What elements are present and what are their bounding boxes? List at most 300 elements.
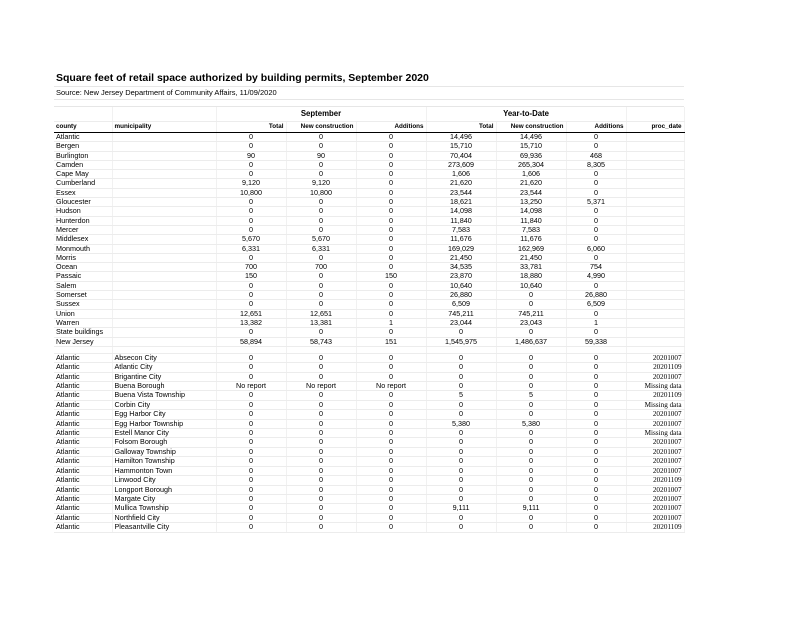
cell-ytd-new-construction: 0	[496, 328, 566, 337]
cell-sep-total: 0	[216, 253, 286, 262]
county-row	[54, 160, 684, 169]
cell-ytd-total: 23,870	[426, 272, 496, 281]
cell-municipality: Egg Harbor Township	[112, 419, 216, 428]
cell-county: Middlesex	[54, 235, 112, 244]
cell-municipality: Northfield City	[112, 513, 216, 522]
cell-ytd-new-construction: 69,936	[496, 151, 566, 160]
cell-sep-total: 0	[216, 133, 286, 142]
cell-county: Atlantic	[54, 447, 112, 456]
cell-ytd-total: 0	[426, 382, 496, 391]
cell-ytd-total: 9,111	[426, 504, 496, 513]
cell-proc-date: 20201007	[626, 447, 684, 456]
cell-sep-additions: 0	[356, 253, 426, 262]
cell-county: Hunterdon	[54, 216, 112, 225]
cell-proc-date: 20201007	[626, 457, 684, 466]
cell-proc-date	[626, 179, 684, 188]
cell-sep-new-construction: 13,381	[286, 318, 356, 327]
cell-ytd-total: 14,496	[426, 133, 496, 142]
cell-county: Sussex	[54, 300, 112, 309]
cell-sep-total: 150	[216, 272, 286, 281]
cell-ytd-additions: 0	[566, 438, 626, 447]
cell-ytd-total: 0	[426, 466, 496, 475]
cell-sep-additions: 0	[356, 207, 426, 216]
cell-sep-new-construction: 9,120	[286, 179, 356, 188]
cell-ytd-new-construction: 18,880	[496, 272, 566, 281]
municipality-row	[54, 523, 684, 532]
cell-ytd-total: 1,606	[426, 170, 496, 179]
cell-sep-total: 0	[216, 391, 286, 400]
cell-ytd-new-construction: 0	[496, 400, 566, 409]
cell-ytd-new-construction: 14,098	[496, 207, 566, 216]
cell-ytd-additions: 0	[566, 400, 626, 409]
cell-proc-date: Missing data	[626, 382, 684, 391]
cell-county: Atlantic	[54, 382, 112, 391]
cell-sep-additions: 0	[356, 170, 426, 179]
cell-sep-total: 0	[216, 494, 286, 503]
cell-proc-date: 20201007	[626, 372, 684, 381]
cell-ytd-total: 11,840	[426, 216, 496, 225]
col-header-ytd-total: Total	[426, 122, 496, 133]
cell-sep-total: 0	[216, 328, 286, 337]
cell-sep-additions: 0	[356, 216, 426, 225]
municipality-row	[54, 476, 684, 485]
county-row	[54, 291, 684, 300]
cell-county: Camden	[54, 160, 112, 169]
cell-ytd-new-construction: 15,710	[496, 142, 566, 151]
cell-municipality	[112, 207, 216, 216]
cell-sep-additions: 0	[356, 244, 426, 253]
cell-ytd-additions: 0	[566, 429, 626, 438]
cell-ytd-additions: 0	[566, 142, 626, 151]
cell-sep-total: 0	[216, 291, 286, 300]
cell-sep-total: 6,331	[216, 244, 286, 253]
municipality-row	[54, 372, 684, 381]
county-row	[54, 207, 684, 216]
cell-municipality: Margate City	[112, 494, 216, 503]
cell-sep-new-construction: 0	[286, 419, 356, 428]
cell-proc-date	[626, 272, 684, 281]
cell-ytd-total: 14,098	[426, 207, 496, 216]
county-row	[54, 253, 684, 262]
group-header-row	[54, 107, 684, 122]
cell-sep-new-construction: 0	[286, 476, 356, 485]
cell-ytd-additions: 1	[566, 318, 626, 327]
cell-sep-total: 0	[216, 142, 286, 151]
cell-municipality: Corbin City	[112, 400, 216, 409]
cell-sep-total: 0	[216, 170, 286, 179]
cell-county: Atlantic	[54, 476, 112, 485]
cell-proc-date	[626, 188, 684, 197]
county-row	[54, 235, 684, 244]
cell-ytd-total: 5	[426, 391, 496, 400]
cell-sep-additions: 0	[356, 328, 426, 337]
cell-ytd-new-construction: 0	[496, 438, 566, 447]
county-row	[54, 244, 684, 253]
municipality-row	[54, 447, 684, 456]
cell-sep-new-construction: 0	[286, 253, 356, 262]
cell-sep-total: 0	[216, 207, 286, 216]
cell-municipality: Linwood City	[112, 476, 216, 485]
cell-ytd-total: 1,545,975	[426, 337, 496, 346]
municipality-row	[54, 504, 684, 513]
cell-sep-new-construction: 6,331	[286, 244, 356, 253]
cell-county: Passaic	[54, 272, 112, 281]
cell-municipality: Pleasantville City	[112, 523, 216, 532]
cell-ytd-total: 0	[426, 476, 496, 485]
cell-sep-additions: 0	[356, 400, 426, 409]
cell-ytd-new-construction: 0	[496, 447, 566, 456]
cell-municipality	[112, 142, 216, 151]
cell-sep-additions: 0	[356, 485, 426, 494]
spacer-row	[54, 346, 684, 353]
cell-sep-additions: 0	[356, 363, 426, 372]
cell-sep-total: 0	[216, 485, 286, 494]
cell-sep-total: 0	[216, 363, 286, 372]
cell-municipality	[112, 133, 216, 142]
cell-proc-date: 20201109	[626, 391, 684, 400]
cell-ytd-new-construction: 0	[496, 466, 566, 475]
municipality-row	[54, 485, 684, 494]
cell-ytd-new-construction: 0	[496, 457, 566, 466]
cell-ytd-new-construction: 0	[496, 363, 566, 372]
cell-ytd-additions: 0	[566, 309, 626, 318]
cell-sep-new-construction: 0	[286, 494, 356, 503]
county-row	[54, 309, 684, 318]
cell-ytd-total: 10,640	[426, 281, 496, 290]
municipality-row	[54, 494, 684, 503]
cell-sep-total: 0	[216, 476, 286, 485]
cell-sep-new-construction: 0	[286, 170, 356, 179]
cell-proc-date	[626, 253, 684, 262]
cell-ytd-additions: 754	[566, 263, 626, 272]
cell-proc-date: 20201007	[626, 494, 684, 503]
cell-county: Essex	[54, 188, 112, 197]
cell-ytd-additions: 0	[566, 207, 626, 216]
cell-ytd-new-construction: 11,676	[496, 235, 566, 244]
cell-ytd-new-construction: 162,969	[496, 244, 566, 253]
cell-sep-new-construction: 0	[286, 363, 356, 372]
cell-ytd-new-construction: 0	[496, 372, 566, 381]
cell-proc-date	[626, 133, 684, 142]
cell-sep-total: 0	[216, 353, 286, 362]
cell-municipality	[112, 244, 216, 253]
cell-ytd-new-construction: 0	[496, 485, 566, 494]
cell-ytd-total: 0	[426, 513, 496, 522]
cell-ytd-total: 15,710	[426, 142, 496, 151]
county-row	[54, 179, 684, 188]
cell-ytd-new-construction: 0	[496, 429, 566, 438]
cell-proc-date: 20201007	[626, 410, 684, 419]
cell-municipality: Longport Borough	[112, 485, 216, 494]
cell-municipality: Estell Manor City	[112, 429, 216, 438]
cell-county: Atlantic	[54, 391, 112, 400]
report-title: Square feet of retail space authorized by building permits, September 2020	[54, 70, 684, 87]
cell-sep-additions: 0	[356, 198, 426, 207]
cell-sep-additions: 0	[356, 235, 426, 244]
cell-municipality: Brigantine City	[112, 372, 216, 381]
cell-ytd-additions: 0	[566, 363, 626, 372]
cell-ytd-total: 0	[426, 363, 496, 372]
cell-proc-date: 20201007	[626, 485, 684, 494]
cell-sep-additions: 0	[356, 309, 426, 318]
cell-sep-additions: 0	[356, 300, 426, 309]
col-header-sep-additions: Additions	[356, 122, 426, 133]
cell-proc-date	[626, 337, 684, 346]
cell-ytd-new-construction: 0	[496, 476, 566, 485]
cell-sep-additions: 0	[356, 225, 426, 234]
cell-sep-additions: 0	[356, 263, 426, 272]
cell-ytd-total: 0	[426, 457, 496, 466]
september-group-header: September	[216, 107, 426, 122]
cell-sep-new-construction: 0	[286, 391, 356, 400]
cell-proc-date	[626, 281, 684, 290]
municipality-row	[54, 419, 684, 428]
cell-municipality	[112, 188, 216, 197]
cell-sep-new-construction: 700	[286, 263, 356, 272]
cell-sep-additions: 0	[356, 504, 426, 513]
cell-ytd-new-construction: 0	[496, 410, 566, 419]
cell-municipality: Galloway Township	[112, 447, 216, 456]
cell-ytd-new-construction: 33,781	[496, 263, 566, 272]
cell-municipality: Buena Vista Township	[112, 391, 216, 400]
cell-proc-date	[626, 318, 684, 327]
cell-county: Atlantic	[54, 485, 112, 494]
cell-proc-date	[626, 207, 684, 216]
cell-ytd-new-construction: 1,486,637	[496, 337, 566, 346]
cell-ytd-new-construction: 1,606	[496, 170, 566, 179]
cell-county: Mercer	[54, 225, 112, 234]
county-row	[54, 272, 684, 281]
cell-ytd-total: 0	[426, 447, 496, 456]
cell-proc-date	[626, 235, 684, 244]
cell-municipality: Hammonton Town	[112, 466, 216, 475]
cell-county: Union	[54, 309, 112, 318]
cell-ytd-total: 70,404	[426, 151, 496, 160]
cell-sep-additions: 0	[356, 179, 426, 188]
cell-sep-new-construction: 0	[286, 372, 356, 381]
cell-ytd-new-construction: 23,043	[496, 318, 566, 327]
cell-sep-additions: 0	[356, 429, 426, 438]
col-header-ytd-additions: Additions	[566, 122, 626, 133]
cell-sep-new-construction: No report	[286, 382, 356, 391]
cell-proc-date	[626, 263, 684, 272]
cell-municipality: Egg Harbor City	[112, 410, 216, 419]
cell-ytd-additions: 6,509	[566, 300, 626, 309]
cell-sep-additions: 0	[356, 513, 426, 522]
cell-ytd-total: 11,676	[426, 235, 496, 244]
cell-ytd-total: 6,509	[426, 300, 496, 309]
cell-sep-new-construction: 0	[286, 429, 356, 438]
cell-ytd-additions: 0	[566, 513, 626, 522]
cell-county: Somerset	[54, 291, 112, 300]
cell-proc-date: 20201007	[626, 513, 684, 522]
cell-ytd-total: 0	[426, 328, 496, 337]
cell-sep-total: 0	[216, 466, 286, 475]
cell-proc-date: 20201007	[626, 419, 684, 428]
cell-ytd-new-construction: 0	[496, 513, 566, 522]
cell-ytd-total: 169,029	[426, 244, 496, 253]
cell-county: Atlantic	[54, 353, 112, 362]
blank-row	[54, 100, 684, 107]
source-line: Source: New Jersey Department of Community Affairs, 11/09/2020	[54, 87, 684, 100]
cell-municipality	[112, 281, 216, 290]
cell-sep-additions: 0	[356, 133, 426, 142]
county-row	[54, 328, 684, 337]
cell-county: Hudson	[54, 207, 112, 216]
cell-ytd-additions: 26,880	[566, 291, 626, 300]
cell-sep-total: 12,651	[216, 309, 286, 318]
cell-county: Atlantic	[54, 419, 112, 428]
cell-ytd-additions: 0	[566, 133, 626, 142]
cell-ytd-new-construction: 21,450	[496, 253, 566, 262]
cell-ytd-total: 0	[426, 494, 496, 503]
cell-county: Cape May	[54, 170, 112, 179]
cell-ytd-total: 0	[426, 400, 496, 409]
cell-ytd-additions: 0	[566, 170, 626, 179]
cell-ytd-additions: 0	[566, 504, 626, 513]
cell-proc-date	[626, 291, 684, 300]
cell-ytd-additions: 0	[566, 225, 626, 234]
cell-sep-additions: 0	[356, 494, 426, 503]
cell-sep-additions: 0	[356, 353, 426, 362]
cell-ytd-additions: 0	[566, 382, 626, 391]
municipality-row	[54, 438, 684, 447]
cell-ytd-additions: 5,371	[566, 198, 626, 207]
municipality-row	[54, 466, 684, 475]
cell-proc-date	[626, 142, 684, 151]
cell-sep-additions: 0	[356, 372, 426, 381]
municipality-row	[54, 457, 684, 466]
cell-ytd-additions: 4,990	[566, 272, 626, 281]
cell-ytd-total: 5,380	[426, 419, 496, 428]
cell-sep-new-construction: 0	[286, 291, 356, 300]
cell-municipality	[112, 291, 216, 300]
cell-ytd-additions: 0	[566, 391, 626, 400]
cell-sep-new-construction: 0	[286, 485, 356, 494]
cell-proc-date: 20201007	[626, 438, 684, 447]
cell-municipality	[112, 160, 216, 169]
cell-sep-new-construction: 58,743	[286, 337, 356, 346]
cell-sep-new-construction: 0	[286, 198, 356, 207]
cell-sep-total: 0	[216, 438, 286, 447]
cell-county: Morris	[54, 253, 112, 262]
cell-sep-total: 5,670	[216, 235, 286, 244]
cell-county: Warren	[54, 318, 112, 327]
cell-sep-total: 0	[216, 429, 286, 438]
cell-county: Atlantic	[54, 133, 112, 142]
county-row	[54, 170, 684, 179]
cell-sep-additions: 0	[356, 142, 426, 151]
cell-ytd-total: 0	[426, 485, 496, 494]
cell-ytd-new-construction: 5	[496, 391, 566, 400]
cell-ytd-total: 0	[426, 353, 496, 362]
cell-proc-date	[626, 309, 684, 318]
cell-ytd-total: 18,621	[426, 198, 496, 207]
cell-municipality	[112, 272, 216, 281]
cell-sep-total: 0	[216, 198, 286, 207]
cell-ytd-additions: 0	[566, 328, 626, 337]
cell-ytd-new-construction: 0	[496, 353, 566, 362]
municipality-row	[54, 400, 684, 409]
cell-ytd-new-construction: 0	[496, 382, 566, 391]
cell-sep-total: 0	[216, 410, 286, 419]
cell-proc-date	[626, 198, 684, 207]
cell-ytd-total: 0	[426, 410, 496, 419]
cell-sep-total: 0	[216, 160, 286, 169]
cell-ytd-additions: 0	[566, 457, 626, 466]
cell-ytd-new-construction: 0	[496, 523, 566, 532]
cell-ytd-new-construction: 23,544	[496, 188, 566, 197]
cell-ytd-total: 34,535	[426, 263, 496, 272]
cell-ytd-new-construction: 5,380	[496, 419, 566, 428]
cell-proc-date: 20201007	[626, 504, 684, 513]
cell-sep-new-construction: 0	[286, 142, 356, 151]
cell-ytd-new-construction: 13,250	[496, 198, 566, 207]
cell-ytd-total: 26,880	[426, 291, 496, 300]
cell-sep-total: 0	[216, 400, 286, 409]
state-total-row	[54, 337, 684, 346]
cell-sep-additions: 150	[356, 272, 426, 281]
cell-ytd-new-construction: 0	[496, 300, 566, 309]
permits-table	[54, 107, 685, 533]
cell-ytd-total: 7,583	[426, 225, 496, 234]
cell-sep-additions: 0	[356, 188, 426, 197]
cell-sep-new-construction: 0	[286, 207, 356, 216]
cell-ytd-additions: 0	[566, 253, 626, 262]
cell-sep-total: 0	[216, 447, 286, 456]
cell-ytd-total: 0	[426, 523, 496, 532]
cell-ytd-new-construction: 0	[496, 291, 566, 300]
cell-sep-total: 0	[216, 225, 286, 234]
cell-municipality: Mullica Township	[112, 504, 216, 513]
cell-sep-new-construction: 0	[286, 353, 356, 362]
cell-ytd-new-construction: 0	[496, 494, 566, 503]
cell-ytd-additions: 0	[566, 216, 626, 225]
cell-municipality	[112, 318, 216, 327]
cell-ytd-additions: 0	[566, 353, 626, 362]
cell-ytd-total: 21,620	[426, 179, 496, 188]
cell-sep-additions: 0	[356, 410, 426, 419]
cell-ytd-additions: 0	[566, 447, 626, 456]
cell-ytd-additions: 0	[566, 523, 626, 532]
county-row	[54, 198, 684, 207]
county-row	[54, 133, 684, 142]
cell-ytd-new-construction: 21,620	[496, 179, 566, 188]
cell-county: New Jersey	[54, 337, 112, 346]
cell-proc-date: Missing data	[626, 429, 684, 438]
cell-sep-new-construction: 0	[286, 400, 356, 409]
cell-proc-date	[626, 300, 684, 309]
municipality-row	[54, 382, 684, 391]
cell-sep-additions: 1	[356, 318, 426, 327]
cell-county: Atlantic	[54, 513, 112, 522]
municipality-row	[54, 363, 684, 372]
cell-ytd-additions: 0	[566, 494, 626, 503]
cell-ytd-additions: 0	[566, 419, 626, 428]
cell-county: Atlantic	[54, 372, 112, 381]
cell-sep-new-construction: 0	[286, 160, 356, 169]
cell-county: Burlington	[54, 151, 112, 160]
cell-sep-total: 700	[216, 263, 286, 272]
cell-municipality	[112, 198, 216, 207]
column-header-row	[54, 122, 684, 133]
cell-ytd-new-construction: 7,583	[496, 225, 566, 234]
cell-sep-total: No report	[216, 382, 286, 391]
cell-ytd-new-construction: 745,211	[496, 309, 566, 318]
cell-sep-total: 0	[216, 300, 286, 309]
cell-sep-new-construction: 10,800	[286, 188, 356, 197]
cell-ytd-additions: 0	[566, 476, 626, 485]
